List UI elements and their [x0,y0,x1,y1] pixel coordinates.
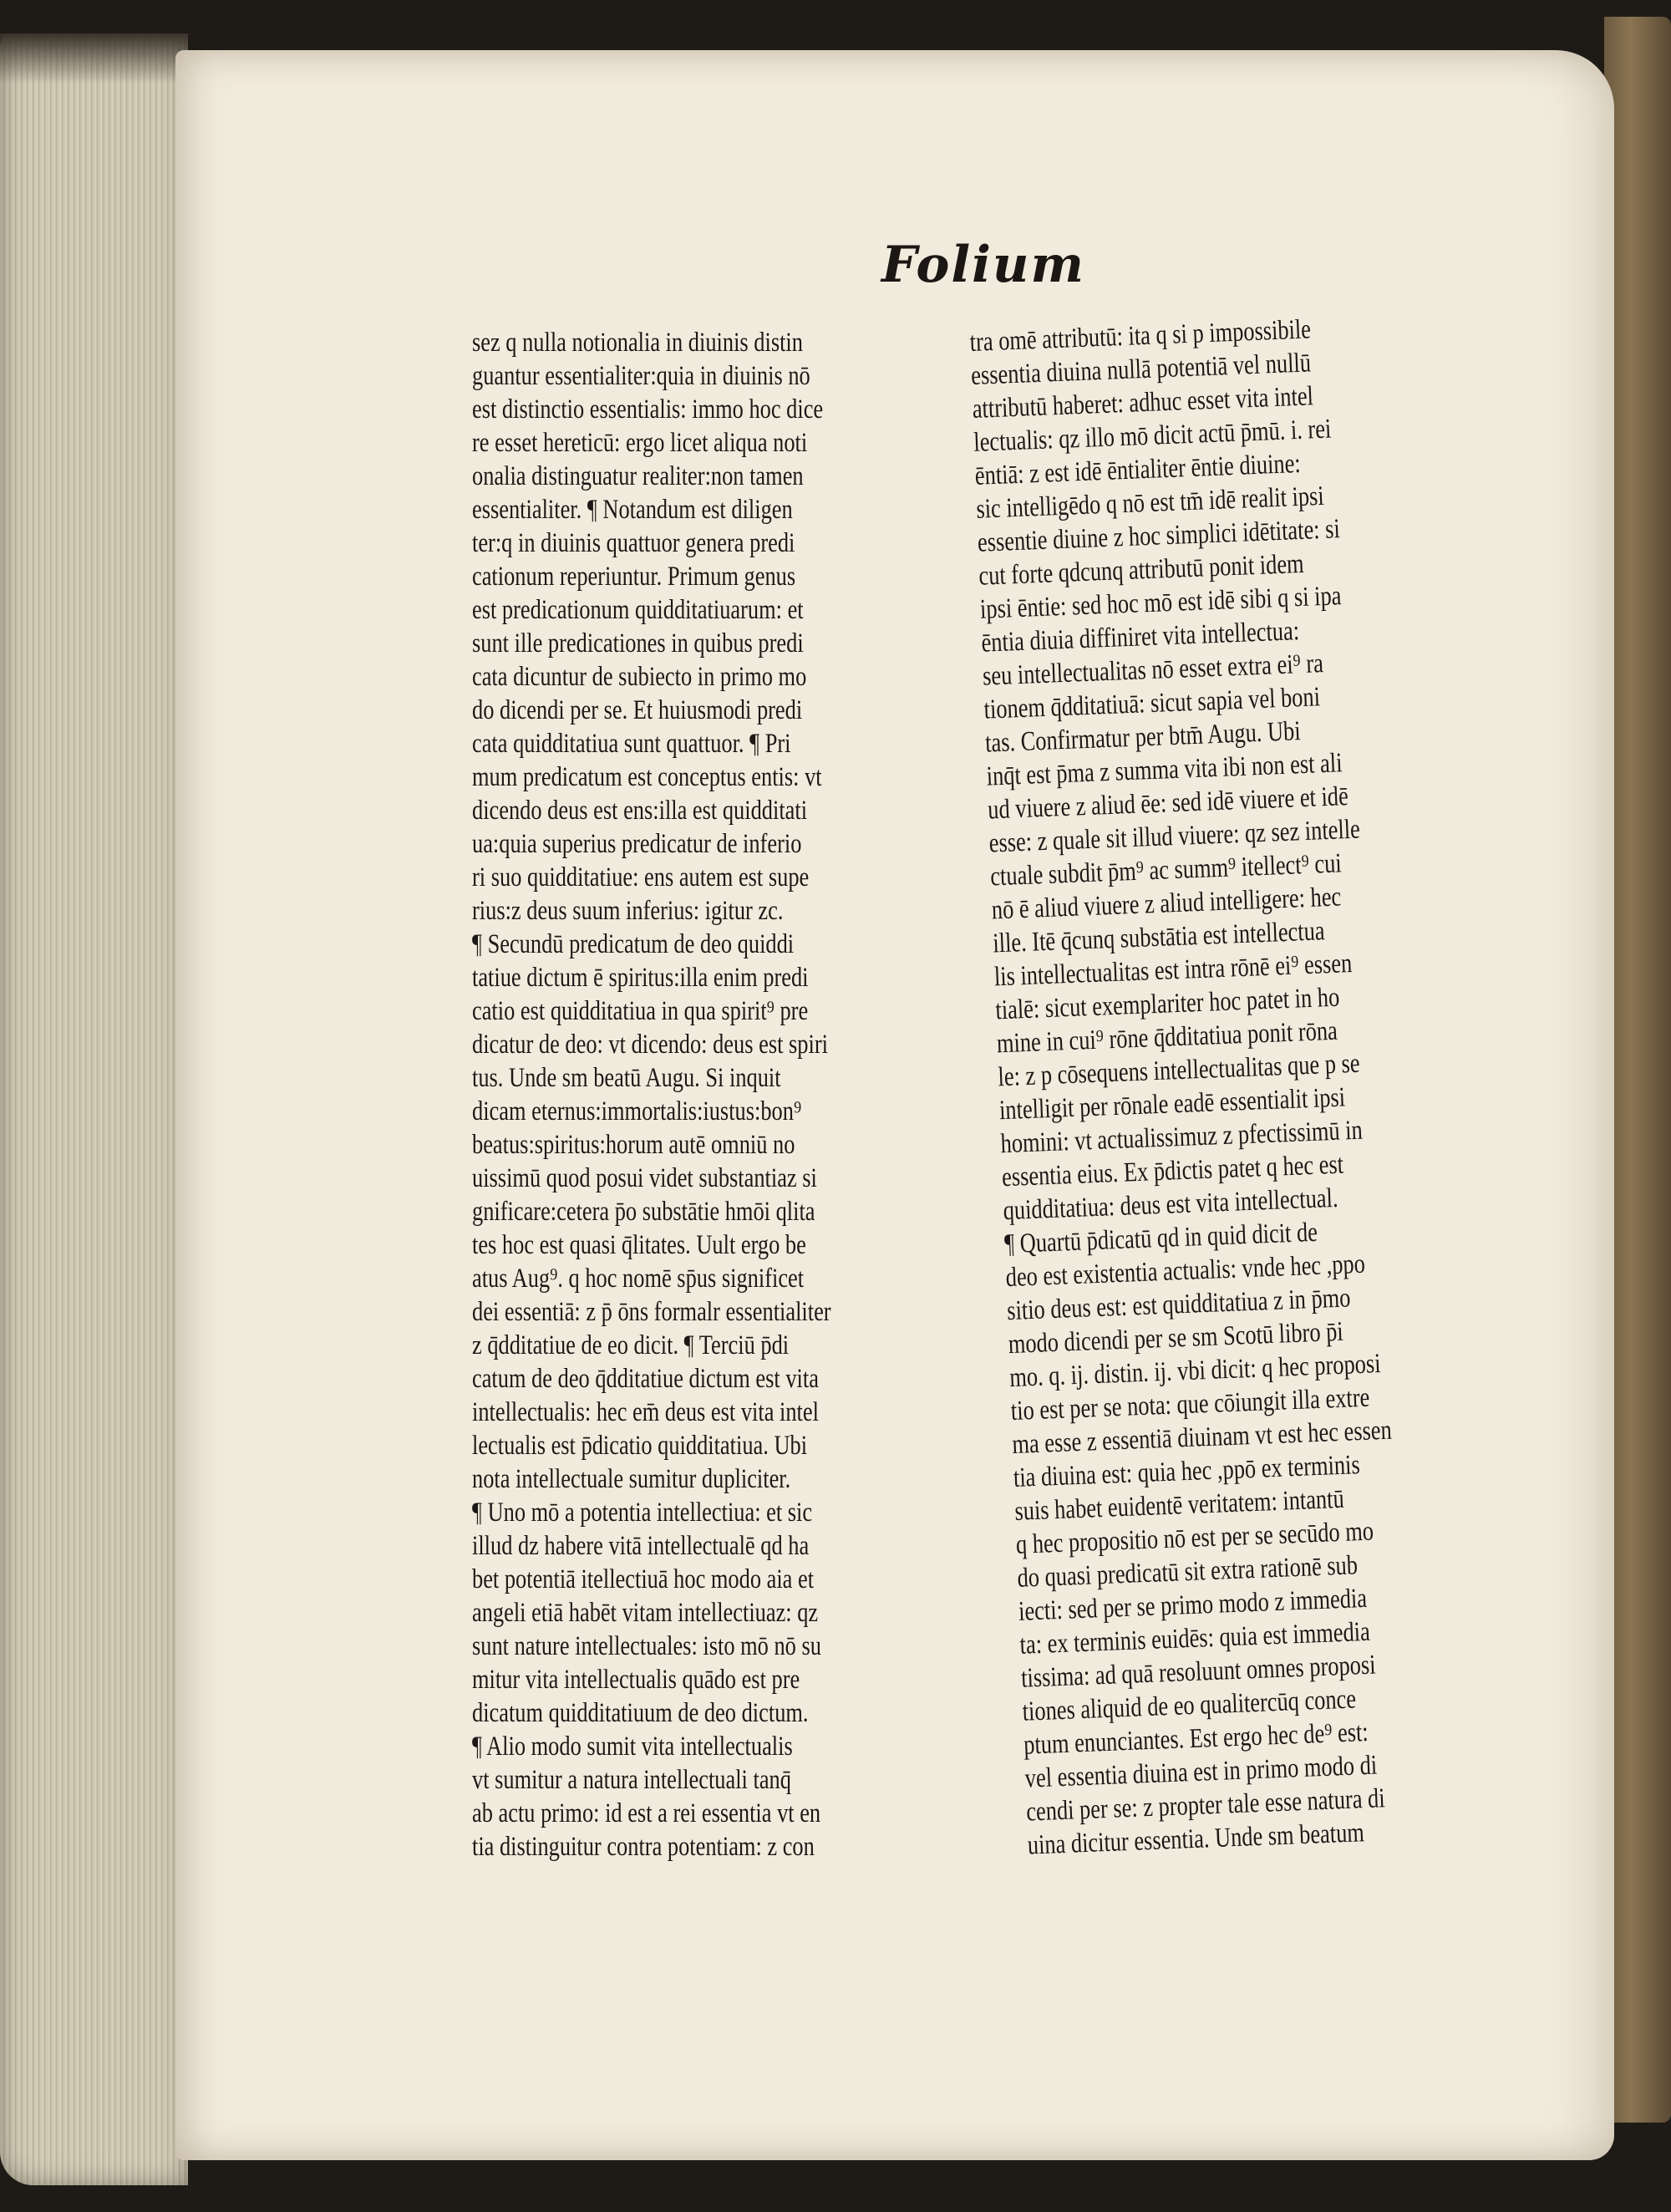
text-line: uissimū quod posui videt substantiaz si [472,1163,817,1193]
text-line: ab actu primo: id est a rei essentia vt en [472,1798,821,1828]
text-line: ctuale subdit p̄m⁹ ac summ⁹ itellect⁹ cui [989,848,1343,892]
text-line: tio est per se nota: que cōiungit illa extre [1010,1382,1370,1427]
text-line: sunt nature intellectuales: isto mō nō su [472,1631,821,1661]
text-line: essentia diuina nullā potentiā vel nullū [970,348,1312,391]
text-line: ¶ Alio modo sumit vita intellectualis [472,1731,793,1762]
text-line: tus. Unde sm beatū Augu. Si inquit [472,1063,781,1093]
text-line: cationum reperiuntur. Primum genus [472,562,796,592]
text-line: attributū haberet: adhuc esset vita intel [972,381,1314,425]
text-line: lectualis est p̄dicatio quidditatiua. Ubi [472,1431,808,1461]
text-line: mum predicatum est conceptus entis: vt [472,762,822,792]
text-line: esse: z quale sit illud viuere: qz sez intelle [988,814,1361,859]
text-line: re esset hereticū: ergo licet aliqua noti [472,428,808,458]
text-line: vt sumitur a natura intellectuali tanq̄ [472,1765,791,1795]
text-line: nota intellectuale sumitur dupliciter. [472,1464,791,1494]
text-line: nō ē aliud viuere z aliud intelligere: hec [991,882,1342,926]
text-line: tissima: ad quā resoluunt omnes proposi [1020,1650,1377,1694]
text-line: tas. Confirmatur per btm̄ Augu. Ubi [984,716,1302,759]
running-head: Folium [881,236,1086,294]
text-line: tiones aliquid de eo qualitercūq conce [1022,1684,1357,1727]
text-line: deo est existentia actualis: vnde hec ,ppo [1005,1248,1366,1294]
text-line: do dicendi per se. Et huiusmodi predi [472,695,803,725]
text-line: ille. Itē q̄cunq substātia est intellectua [992,916,1326,959]
text-line: ua:quia superius predicatur de inferio [472,829,802,859]
text-line: ¶ Quartū p̄dicatū qd in quid dicit de [1003,1217,1318,1260]
text-line: seu intellectualitas nō esset extra ei⁹ ra [982,648,1324,692]
text-line: lis intellectualitas est intra rōnē ei⁹ essen [993,948,1353,993]
text-line: tia distinguitur contra potentiam: z con [472,1832,815,1862]
text-line: illud dz habere vitā intellectualē qd ha [472,1531,810,1561]
text-line: quidditatiua: deus est vita intellectual. [1003,1182,1339,1227]
text-line: dicatur de deo: vt dicendo: deus est spiri [472,1030,828,1060]
text-line: est distinctio essentialis: immo hoc dice [472,394,824,425]
text-line: tionem q̄dditatiuā: sicut sapia vel boni [983,682,1321,725]
text-line: sic intelligēdo q nō est tm̄ idē realit ipsi [975,481,1325,525]
text-line: mo. q. ij. distin. ij. vbi dicit: q hec proposi [1008,1349,1382,1394]
text-line: angeli etiā habēt vitam intellectiuaz: qz [472,1598,819,1628]
text-line: tia diuina est: quia hec ,ppō ex terminis [1013,1450,1361,1493]
text-line: tatiue dictum ē spiritus:illa enim predi [472,963,809,993]
text-line: catum de deo q̄dditatiue dictum est vita [472,1364,819,1394]
text-line: tra omē attributū: ita q si p impossibile [969,314,1312,358]
text-line: sez q nulla notionalia in diuinis distin [472,328,803,358]
text-line: modo dicendi per se sm Scotū libro p̄i [1008,1316,1344,1360]
text-line: catio est quidditatiua in qua spirit⁹ pre [472,996,809,1026]
text-line: est predicationum quidditatiuarum: et [472,595,804,625]
text-line: dei essentiā: z p̄ ōns formalr essentialiter [472,1297,831,1327]
text-line: essentie diuine z hoc simplici idētitate: si [977,514,1341,558]
text-line: q hec propositio nō est per se secūdo mo [1015,1516,1374,1560]
text-line: vel essentia diuina est in primo modo di [1024,1750,1378,1794]
text-line: rius:z deus suum inferius: igitur zc. [472,896,784,926]
text-line: ptum enunciantes. Est ergo hec de⁹ est: [1023,1716,1369,1761]
text-line: ēntia diuia diffiniret vita intellectua: [980,616,1300,659]
text-line: bet potentiā itellectiuā hoc modo aia et [472,1564,815,1594]
text-line: tialē: sicut exemplariter hoc patet in ho [994,982,1340,1026]
text-line: ¶ Uno mō a potentia intellectiua: et sic [472,1498,813,1528]
text-line: ter:q in diuinis quattuor genera predi [472,528,795,558]
text-line: dicam eternus:immortalis:iustus:bon⁹ [472,1096,802,1126]
text-line: ri suo quidditatiue: ens autem est supe [472,862,810,892]
book-cover-edge [1604,17,1671,2123]
text-line: mitur vita intellectualis quādo est pre [472,1665,800,1695]
text-line: uina dicitur essentia. Unde sm beatum [1027,1818,1365,1861]
page-edges-stack [0,33,188,2185]
text-line: gnificare:cetera p̄o substātie hmōi qlita [472,1197,815,1227]
text-line: beatus:spiritus:horum autē omniū no [472,1130,795,1160]
text-line: sitio deus est: est quidditatiua z in p̄mo [1006,1283,1352,1327]
text-line: cendi per se: z propter tale esse natura di [1025,1783,1386,1828]
text-line: ēntiā: z est idē ēntialiter ēntie diuine: [974,448,1302,491]
text-line: cata quidditatiua sunt quattuor. ¶ Pri [472,729,791,759]
text-line: intellectualis: hec em̄ deus est vita intel [472,1397,819,1427]
text-line: dicendo deus est ens:illa est quidditati [472,796,808,826]
right-text-column [969,307,1529,1863]
text-line: essentia eius. Ex p̄dictis patet q hec est [1001,1149,1344,1193]
text-line: essentialiter. ¶ Notandum est diligen [472,495,793,525]
text-line: z q̄dditatiue de eo dicit. ¶ Terciū p̄di [472,1330,790,1360]
text-line: le: z p cōsequens intellectualitas que p se [997,1048,1361,1093]
text-line: intelligit per rōnale eadē essentialit ipsi [998,1082,1346,1126]
text-line: inq̄t est p̄ma z summa vita ibi non est ali [986,748,1343,792]
text-line: do quasi predicatū sit extra rationē sub [1016,1550,1359,1594]
text-line: homini: vt actualissimuz z pfectissimū in [999,1115,1364,1160]
text-line: ma esse z essentiā diuinam vt est hec essen [1011,1415,1393,1460]
text-line: ud viuere z aliud ēe: sed idē viuere et idē [987,781,1349,826]
text-line: sunt ille predicationes in quibus predi [472,628,804,659]
text-line: ¶ Secundū predicatum de deo quiddi [472,929,795,959]
text-line: ipsi ēntie: sed hoc mō est idē sibi q si ipa [979,581,1343,625]
text-line: suis habet euidentē veritatem: intantū [1013,1483,1345,1527]
text-line: guantur essentialiter:quia in diuinis nō [472,361,810,391]
text-line: mine in cui⁹ rōne q̄dditatiua ponit rōna [996,1015,1338,1060]
text-line: ta: ex terminis euidēs: quia est immedia [1018,1616,1371,1660]
text-line: dicatum quidditatiuum de deo dictum. [472,1698,809,1728]
text-line: iecti: sed per se primo modo z immedia [1018,1583,1368,1627]
left-text-column [472,326,952,1864]
text-line: tes hoc est quasi q̄litates. Uult ergo be [472,1230,806,1260]
text-line: lectualis: qz illo mō dicit actū p̄mū. i. rei [973,414,1332,458]
text-line: cata dicuntur de subiecto in primo mo [472,662,807,692]
text-line: onalia distinguatur realiter:non tamen [472,461,804,491]
text-line: cut forte qdcunq attributū ponit idem [978,548,1305,592]
text-line: atus Aug⁹. q hoc nomē sp̄us significet [472,1264,805,1294]
